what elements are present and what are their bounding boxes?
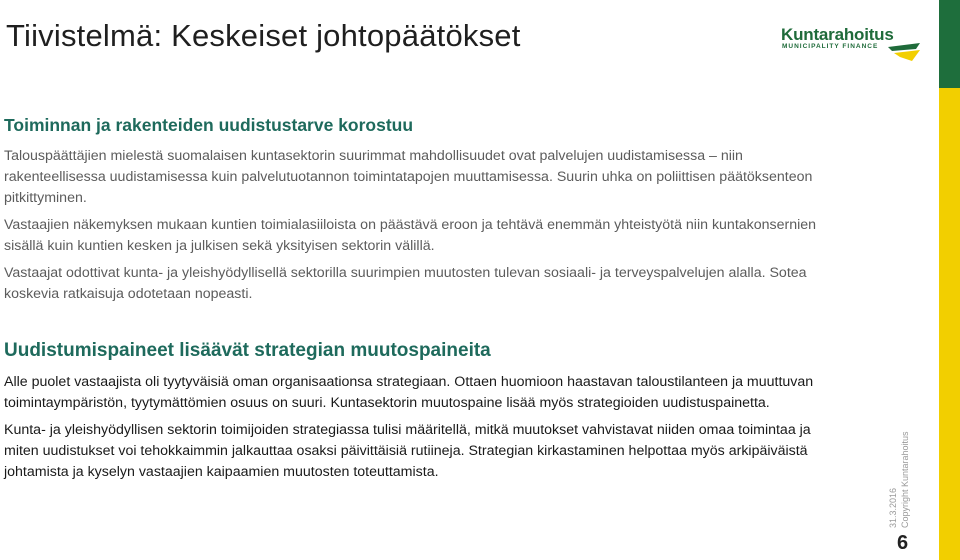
section-renewal-need bbox=[4, 115, 819, 305]
kuntarahoitus-logo bbox=[781, 25, 921, 65]
slide-title: Tiivistelmä: Keskeiset johtopäätökset bbox=[6, 18, 521, 53]
section-heading: Toiminnan ja rakenteiden uudistustarve korostuu bbox=[4, 115, 414, 135]
section-paragraph: Vastaajat odottivat kunta- ja yleishyödyllisellä sektorilla suurimpien muutosten tulevan sosiaali- ja terveyspalvelujen alalla. Sotea koskevia ratkaisuja odotetaan nopeasti. bbox=[4, 265, 807, 302]
brand-stripe-green bbox=[939, 0, 960, 88]
section-paragraph: Talouspäättäjien mielestä suomalaisen kuntasektorin suurimmat mahdollisuudet ovat palvelujen uudistamisessa – niin rakenteellisessa uudistamisessa kuin palvelutuotannon toimintatapojen muuttamisessa. Suurin uhka on poliittisen päätöksenteon pitkittyminen. bbox=[4, 148, 813, 206]
section-paragraph: Vastaajien näkemyksen mukaan kuntien toimialasiiloista on päästävä eroon ja tehtävä enemmän yhteistyötä niin kuntakonsernien sisällä kuin kuntien kesken ja julkisen sekä yksityisen sektorin välillä. bbox=[4, 217, 817, 254]
logo-name: Kuntarahoitus bbox=[781, 25, 894, 44]
section-paragraph: Alle puolet vastaajista oli tyytyväisiä oman organisaationsa strategiaan. Ottaen huomioon haastavan taloustilanteen ja muuttuvan toimintaympäristön, tyytymättömien osuus on suuri. Kuntasektorin muutospaine lisää myös strategioiden uudistuspainetta. bbox=[4, 374, 814, 411]
copyright-note: Copyright Kuntarahoitus bbox=[900, 431, 910, 528]
section-heading: Uudistumispaineet lisäävät strategian muutospaineita bbox=[4, 340, 491, 361]
page-number: 6 bbox=[897, 532, 909, 554]
section-strategy-pressure bbox=[4, 340, 819, 483]
logo-wing-icon bbox=[886, 41, 922, 63]
section-paragraph: Kunta- ja yleishyödyllisen sektorin toimijoiden strategiassa tulisi määritellä, mitkä muutokset vahvistavat niiden omaa toimintaa ja miten uudistukset voi tehokkaimmin jalkauttaa osaksi päivittäisiä rutiineja. Strategian kirkastaminen helpottaa myös arkipäiväistä johtamista ja kyselyn vastaajien kaipaamien muutosten toteuttamista. bbox=[4, 422, 811, 480]
brand-stripe-yellow bbox=[939, 88, 960, 560]
logo-subtitle: MUNICIPALITY FINANCE bbox=[782, 43, 879, 50]
slide-date: 31.3.2016 bbox=[888, 487, 898, 528]
